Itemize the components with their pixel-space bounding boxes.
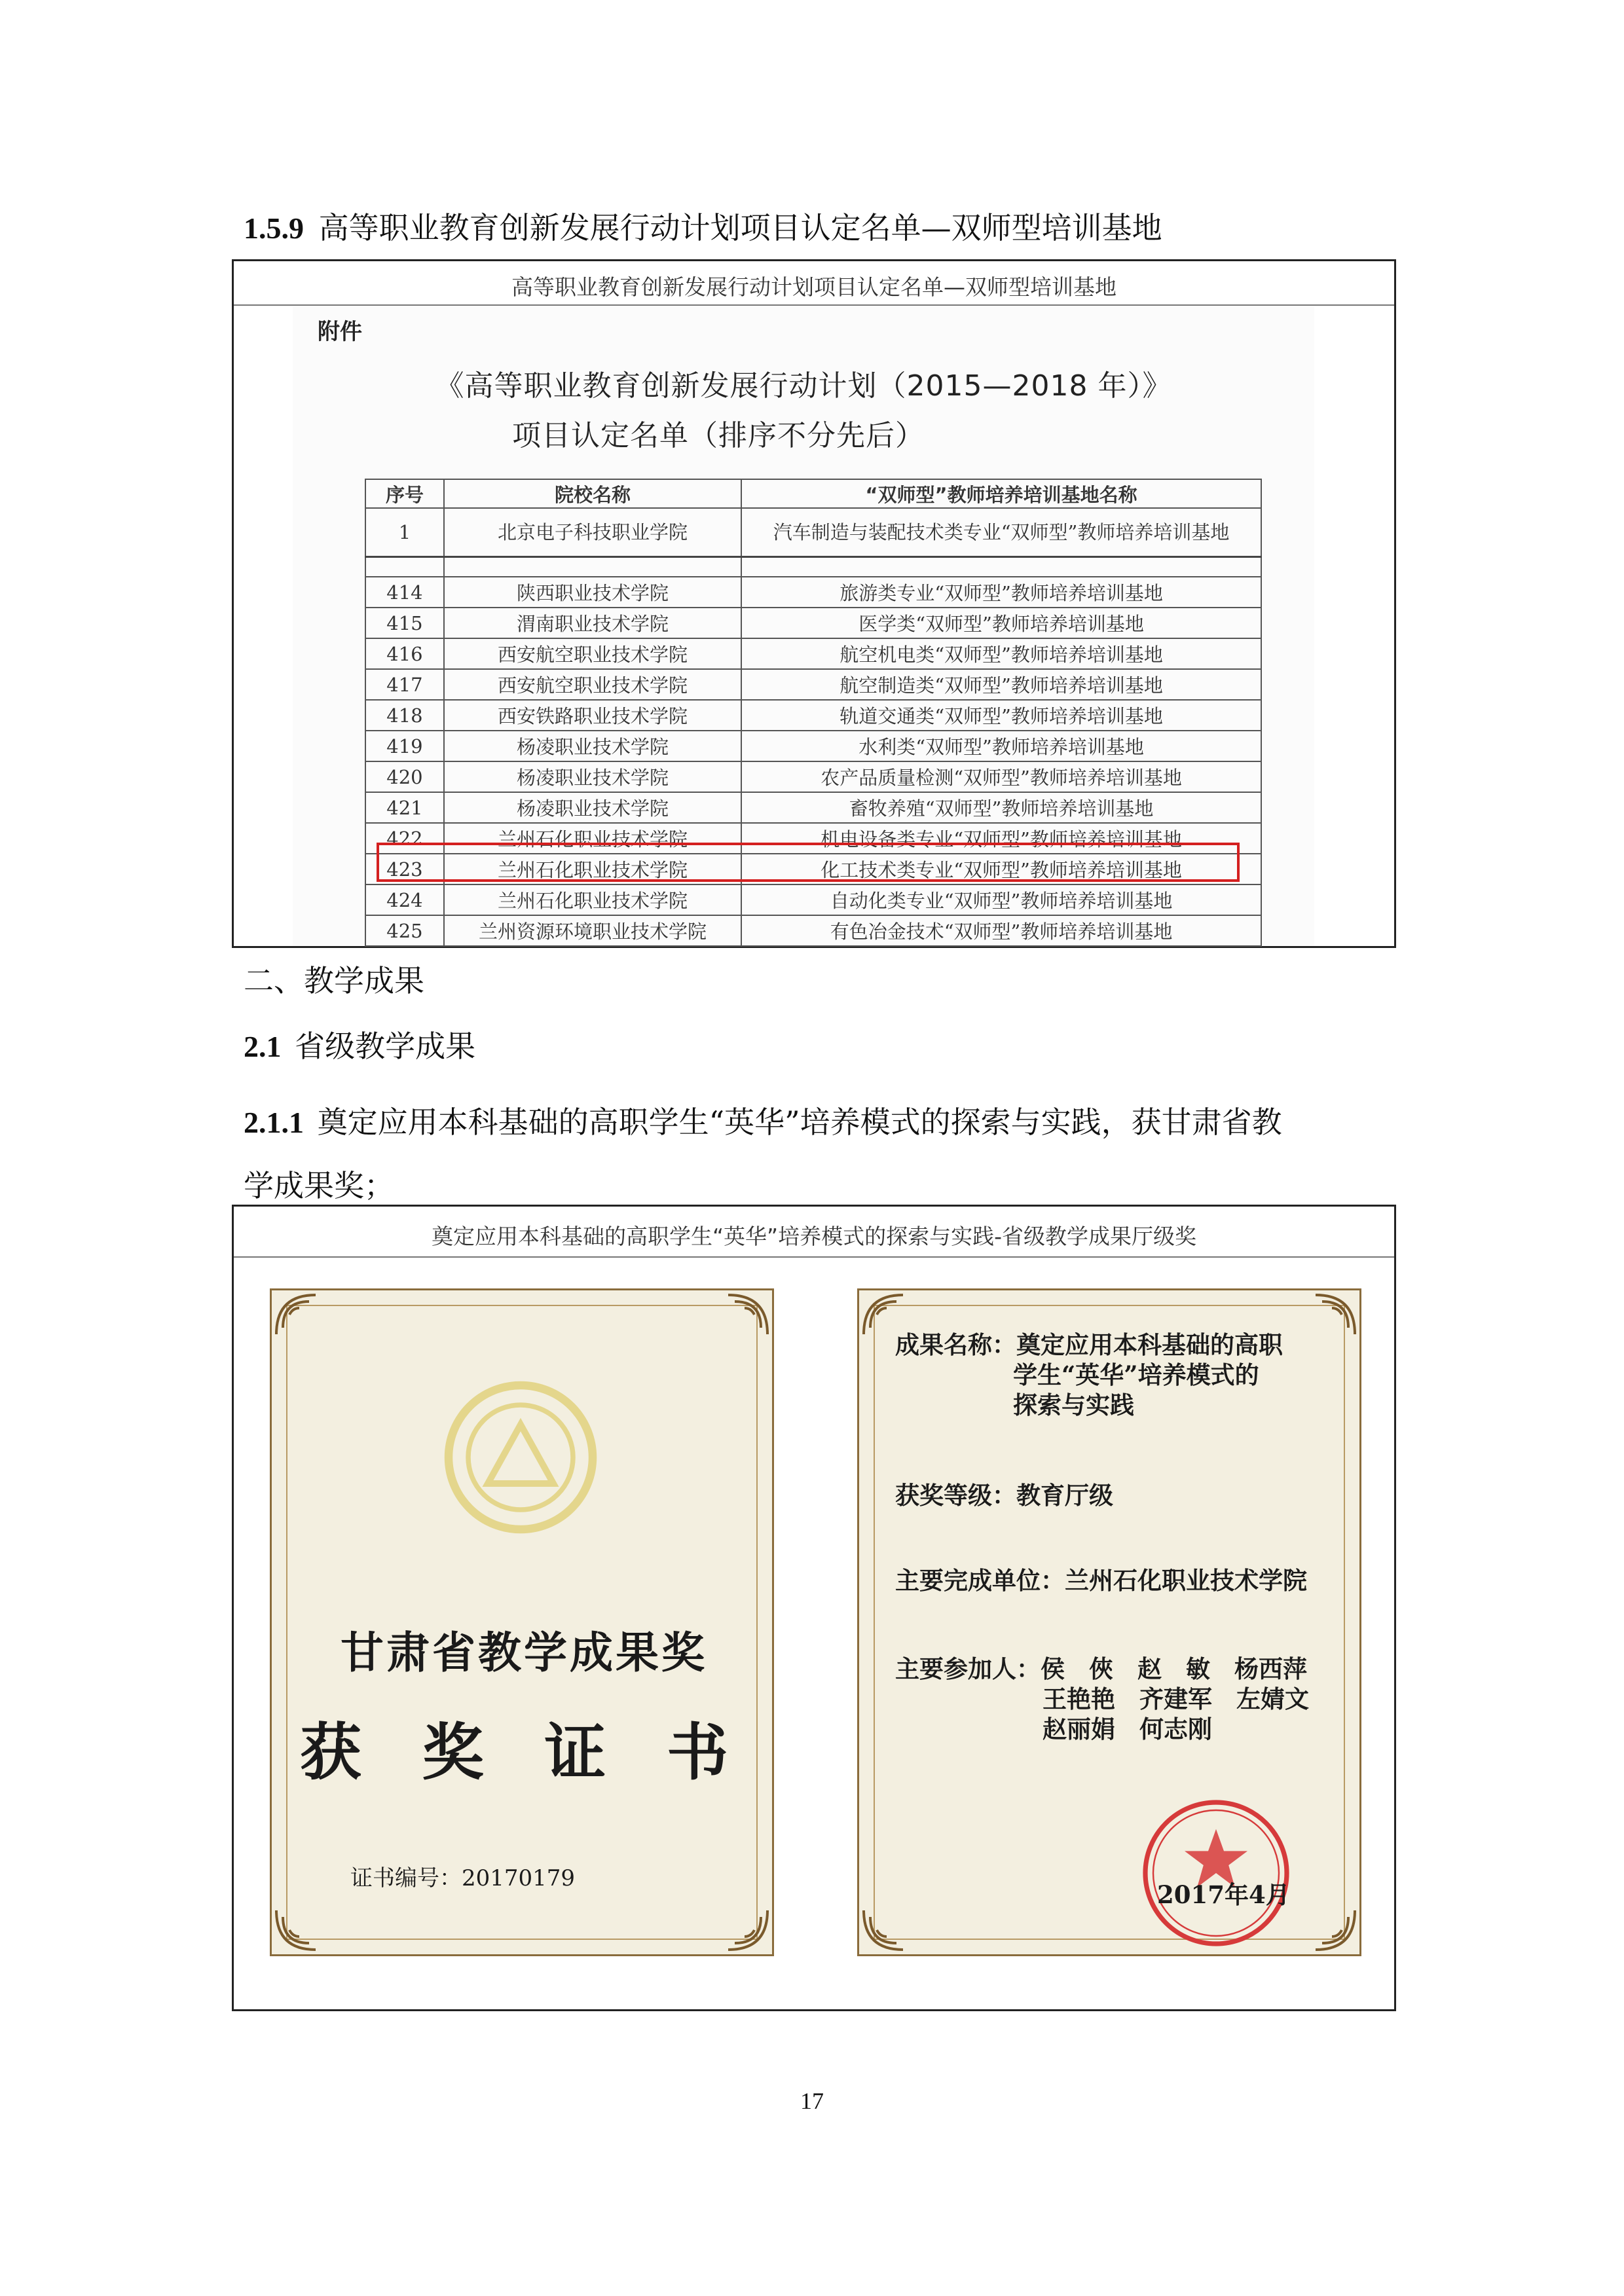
participants-line: 主要参加人：侯 俠 赵 敏 杨西萍 xyxy=(895,1654,1307,1683)
emblem-watermark-icon xyxy=(439,1376,602,1539)
document-title-line-2: 项目认定名单（排序不分先后） xyxy=(512,419,925,452)
table-row xyxy=(365,761,1261,792)
achievement-name-line: 成果名称：奠定应用本科基础的高职 xyxy=(895,1330,1283,1359)
section-1-5-9-heading xyxy=(244,208,1422,248)
table-cell: 西安航空职业技术学院 xyxy=(444,638,741,669)
section-title-line-1: 奠定应用本科基础的高职学生“英华”培养模式的探索与实践，获甘肃省教 xyxy=(317,1104,1282,1140)
table-cell: 416 xyxy=(365,638,444,669)
table-row xyxy=(365,915,1261,946)
table-cell: 1 xyxy=(365,508,444,557)
highlight-box xyxy=(377,843,1240,882)
table-cell: 422 xyxy=(365,823,444,854)
table-cell: 418 xyxy=(365,700,444,731)
table-cell: 畜牧养殖“双师型”教师培养培训基地 xyxy=(741,792,1261,823)
achievement-name xyxy=(895,1330,1340,1420)
document-title-line-1: 《高等职业教育创新发展行动计划（2015—2018 年）》 xyxy=(435,369,1172,403)
official-seal-icon xyxy=(1137,1795,1295,1952)
participants xyxy=(895,1654,1354,1744)
table-cell: 西安航空职业技术学院 xyxy=(444,669,741,700)
table-cell: 兰州石化职业技术学院 xyxy=(444,854,741,884)
figure-1-frame xyxy=(232,259,1396,948)
section-number: 1.5.9 xyxy=(244,211,304,245)
table-row xyxy=(365,577,1261,608)
table-cell: 兰州石化职业技术学院 xyxy=(444,884,741,915)
table-cell: 414 xyxy=(365,577,444,608)
page-number: 17 xyxy=(800,2088,824,2114)
award-title: 甘肃省教学成果奖 xyxy=(341,1627,707,1678)
section-number: 2.1.1 xyxy=(244,1106,304,1139)
attachment-label: 附件 xyxy=(318,319,362,345)
table-cell: 医学类“双师型”教师培养培训基地 xyxy=(741,608,1261,638)
award-level: 获奖等级：教育厅级 xyxy=(895,1481,1113,1510)
table-row xyxy=(365,669,1261,700)
table-cell: 汽车制造与装配技术类专业“双师型”教师培养培训基地 xyxy=(741,508,1261,557)
achievement-name-line: 探索与实践 xyxy=(1013,1391,1134,1419)
table-header-row xyxy=(365,479,1261,508)
table-row xyxy=(365,508,1261,557)
table-cell: 化工技术类专业“双师型”教师培养培训基地 xyxy=(741,854,1261,884)
table-row xyxy=(365,731,1261,761)
figure-2-frame xyxy=(232,1205,1396,2011)
table-cell: 陕西职业技术学院 xyxy=(444,577,741,608)
table-cell: 425 xyxy=(365,915,444,946)
table-cell: 自动化类专业“双师型”教师培养培训基地 xyxy=(741,884,1261,915)
completion-unit: 主要完成单位：兰州石化职业技术学院 xyxy=(895,1566,1307,1595)
table-cell: 机电设备类专业“双师型”教师培养培训基地 xyxy=(741,823,1261,854)
table-cell: 420 xyxy=(365,761,444,792)
certificate-subtitle: 获 奖 证 书 xyxy=(299,1717,748,1789)
table-cell: 水利类“双师型”教师培养培训基地 xyxy=(741,731,1261,761)
table-cell: 兰州资源环境职业技术学院 xyxy=(444,915,741,946)
table-cell: 农产品质量检测“双师型”教师培养培训基地 xyxy=(741,761,1261,792)
table-cell: 航空机电类“双师型”教师培养培训基地 xyxy=(741,638,1261,669)
section-title-line-2: 学成果奖； xyxy=(244,1168,394,1203)
table-cell: 兰州石化职业技术学院 xyxy=(444,823,741,854)
participants-line: 王艳艳 齐建军 左婧文 xyxy=(1043,1685,1309,1713)
section-title: 高等职业教育创新发展行动计划项目认定名单—双师型培训基地 xyxy=(318,210,1162,246)
corner-ornament-icon xyxy=(1312,1907,1358,1953)
table-row xyxy=(365,700,1261,731)
table-cell: 轨道交通类“双师型”教师培养培训基地 xyxy=(741,700,1261,731)
corner-ornament-icon xyxy=(273,1292,319,1338)
section-2-1-heading xyxy=(244,1027,475,1066)
header-cell: 序号 xyxy=(365,479,444,508)
figure-1-caption: 高等职业教育创新发展行动计划项目认定名单—双师型培训基地 xyxy=(511,274,1116,300)
figure-2-caption: 奠定应用本科基础的高职学生“英华”培养模式的探索与实践-省级教学成果厅级奖 xyxy=(431,1224,1197,1249)
table-row xyxy=(365,608,1261,638)
certificate-details xyxy=(857,1288,1361,1956)
table-cell: 航空制造类“双师型”教师培养培训基地 xyxy=(741,669,1261,700)
corner-ornament-icon xyxy=(860,1907,906,1953)
table-cell: 419 xyxy=(365,731,444,761)
section-2-heading: 二、教学成果 xyxy=(244,963,424,998)
table-cell: 北京电子科技职业学院 xyxy=(444,508,741,557)
header-cell: 院校名称 xyxy=(444,479,741,508)
table-cell: 415 xyxy=(365,608,444,638)
table-cell: 杨凌职业技术学院 xyxy=(444,731,741,761)
caption-divider xyxy=(234,304,1394,306)
certificate-cover xyxy=(270,1288,774,1956)
table-cell: 渭南职业技术学院 xyxy=(444,608,741,638)
table-row xyxy=(365,638,1261,669)
header-cell: “双师型”教师培养培训基地名称 xyxy=(741,479,1261,508)
table-cell: 421 xyxy=(365,792,444,823)
table-cell: 有色冶金技术“双师型”教师培养培训基地 xyxy=(741,915,1261,946)
table-row xyxy=(365,792,1261,823)
corner-ornament-icon xyxy=(273,1907,319,1953)
achievement-name-line: 学生“英华”培养模式的 xyxy=(1013,1360,1259,1389)
table-cell: 杨凌职业技术学院 xyxy=(444,792,741,823)
table-cell: 424 xyxy=(365,884,444,915)
certificate-number: 证书编号：20170179 xyxy=(350,1865,576,1891)
caption-divider xyxy=(234,1256,1394,1258)
corner-ornament-icon xyxy=(725,1907,771,1953)
table-cell: 417 xyxy=(365,669,444,700)
section-2-1-1-heading xyxy=(244,1091,1409,1217)
table-cell: 杨凌职业技术学院 xyxy=(444,761,741,792)
table-cell: 西安铁路职业技术学院 xyxy=(444,700,741,731)
table-cell: 旅游类专业“双师型”教师培养培训基地 xyxy=(741,577,1261,608)
table-cell: 423 xyxy=(365,854,444,884)
table-gap-row xyxy=(365,557,1261,577)
corner-ornament-icon xyxy=(725,1292,771,1338)
section-title: 省级教学成果 xyxy=(295,1029,476,1064)
participants-line: 赵丽娟 何志刚 xyxy=(1043,1715,1212,1743)
section-number: 2.1 xyxy=(244,1030,282,1063)
issue-date: 2017年4月 xyxy=(1157,1880,1290,1909)
table-row xyxy=(365,884,1261,915)
